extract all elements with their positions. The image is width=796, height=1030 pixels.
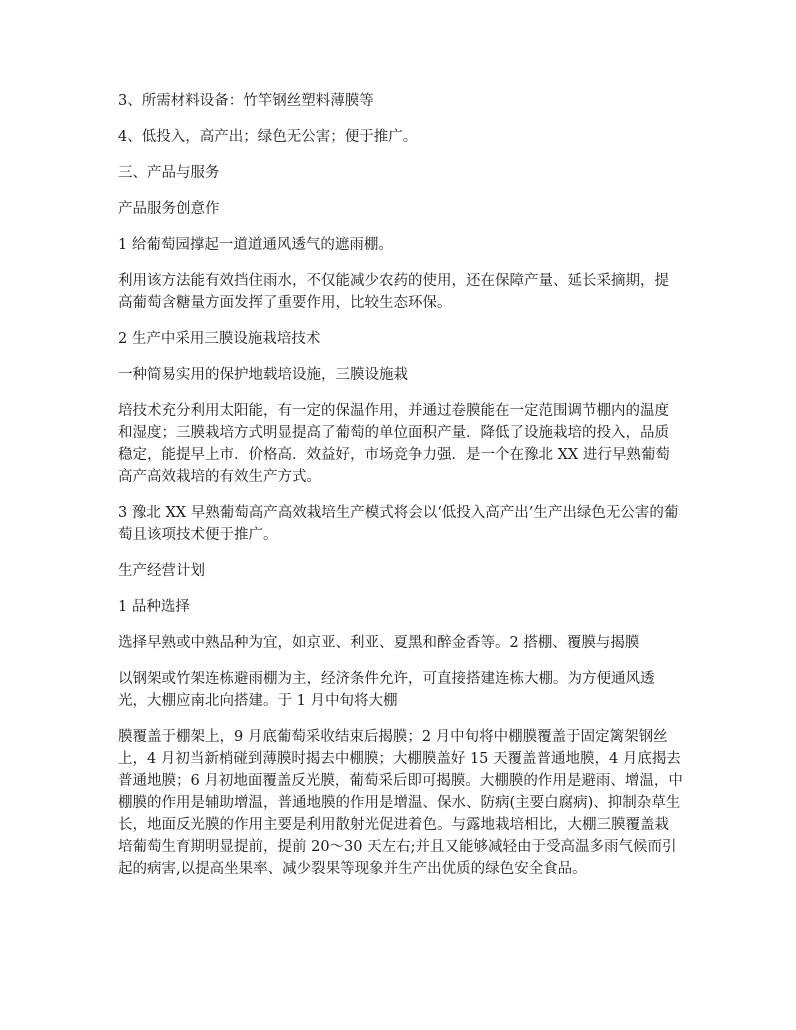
materials-equipment-paragraph: 3、所需材料设备：竹竿钢丝塑料薄膜等 (118, 93, 374, 109)
shed-construction-text: 以钢架或竹架连栋避雨棚为主，经济条件允许，可直接搭建连栋大棚。为方便通风透光，大棚应南北向搭建。于 1 月中旬将大棚 (118, 671, 655, 709)
subheading-creative-idea: 产品服务创意作 (118, 201, 220, 217)
advantages-paragraph: 4、低投入，高产出；绿色无公害；便于推广。 (118, 129, 418, 145)
rain-shelter-point: 1 给葡萄园撑起一道道通风透气的遮雨棚。 (118, 237, 393, 253)
document-body (118, 90, 683, 894)
rain-shelter-description: 利用该方法能有效挡住雨水，不仅能减少农药的使用，还在保障产量、延长采摘期，提高葡萄含糖量方面发挥了重要作用，比较生态环保。 (118, 273, 669, 311)
film-covering-text: 膜覆盖于棚架上，9 月底葡萄采收结束后揭膜；2 月中旬将中棚膜覆盖于固定篱架钢丝上，4 月初当新梢碰到薄膜时揭去中棚膜；大棚膜盖好 15 天覆盖普通地膜，4 月底揭去普通地膜；6 月初地面覆盖反光膜，葡萄采后即可揭膜。大棚膜的作用是避雨、增温，中棚膜的作用是辅助增温，普通地膜的作用是增温、保水、防病(主要白腐病)、抑制杂草生长，地面反光膜的作用主要是利用散射光促进着色。与露地栽培相比，大棚三膜覆盖栽培葡萄生育期明显提前，提前 20～30 天左右;并且又能够减轻由于受高温多雨气候而引起的病害,以提高坐果率、减少裂果等现象并生产出优质的绿色安全食品。 (118, 729, 683, 877)
variety-selection-heading: 1 品种选择 (118, 599, 190, 615)
subheading-operation-plan: 生产经营计划 (118, 563, 205, 579)
three-film-technique-point: 2 生产中采用三膜设施栽培技术 (118, 331, 321, 347)
three-film-description: 培技术充分利用太阳能，有一定的保温作用，并通过卷膜能在一定范围调节棚内的温度和湿度；三膜栽培方式明显提高了葡萄的单位面积产量．降低了设施栽培的投入，品质稳定，能提早上市．价格高．效益好，市场竞争力强．是一个在豫北 XX 进行早熟葡萄高产高效栽培的有效生产方式。 (118, 403, 670, 485)
three-film-intro: 一种简易实用的保护地载培设施，三膜设施栽 (118, 367, 408, 383)
section-heading-products-services: 三、产品与服务 (118, 165, 220, 181)
variety-selection-text: 选择早熟或中熟品种为宜，如京亚、利亚、夏黑和醉金香等。2 搭棚、覆膜与揭膜 (118, 635, 640, 651)
production-model-point: 3 豫北 XX 早熟葡萄高产高效栽培生产模式将会以‘低投入高产出’生产出绿色无公害的葡萄且该项技术便于推广。 (118, 505, 679, 543)
